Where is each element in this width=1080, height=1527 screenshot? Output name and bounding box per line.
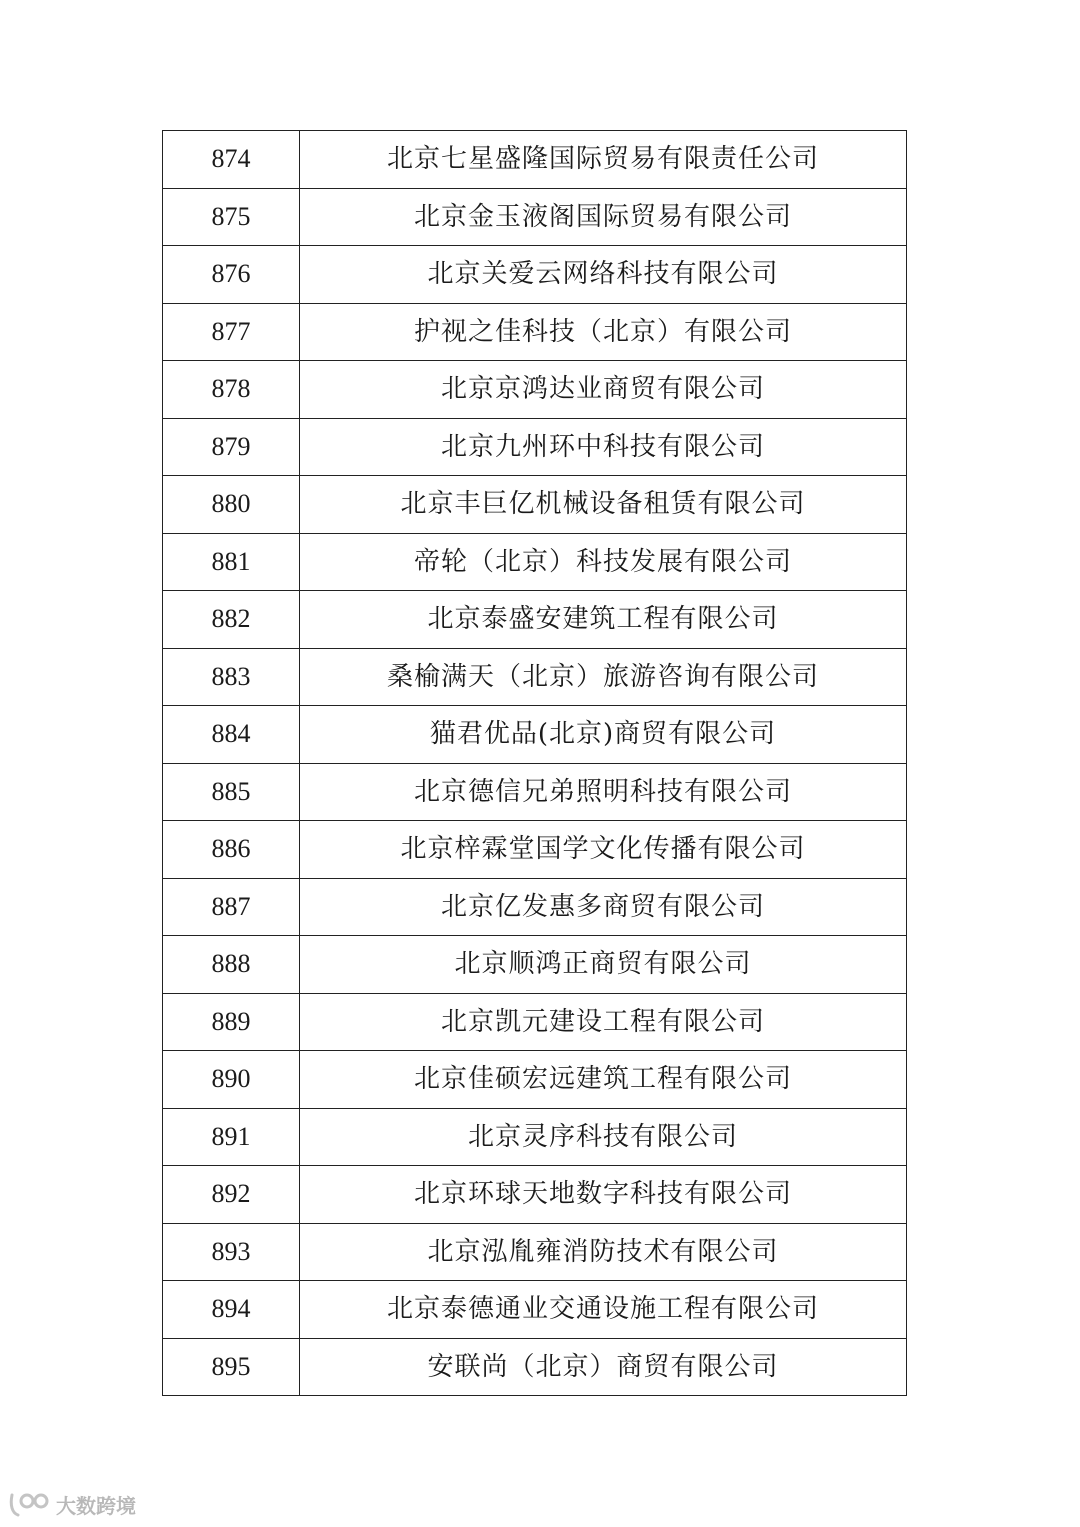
company-name-cell: 北京佳硕宏远建筑工程有限公司 — [300, 1051, 907, 1109]
company-list-body — [163, 131, 907, 1396]
row-number-cell: 878 — [163, 361, 300, 419]
row-number-cell: 892 — [163, 1166, 300, 1224]
table-row — [163, 591, 907, 649]
row-number-cell: 883 — [163, 648, 300, 706]
table-row — [163, 1223, 907, 1281]
table-row — [163, 246, 907, 304]
company-name-cell: 护视之佳科技（北京）有限公司 — [300, 303, 907, 361]
company-name-cell: 北京关爱云网络科技有限公司 — [300, 246, 907, 304]
table-row — [163, 878, 907, 936]
company-name-cell: 安联尚（北京）商贸有限公司 — [300, 1338, 907, 1396]
company-name-cell: 北京顺鸿正商贸有限公司 — [300, 936, 907, 994]
table-row — [163, 763, 907, 821]
row-number-cell: 887 — [163, 878, 300, 936]
watermark — [8, 1490, 136, 1519]
company-name-cell: 帝轮（北京）科技发展有限公司 — [300, 533, 907, 591]
row-number-cell: 875 — [163, 188, 300, 246]
company-name-cell: 猫君优品(北京)商贸有限公司 — [300, 706, 907, 764]
table-row — [163, 131, 907, 189]
row-number-cell: 890 — [163, 1051, 300, 1109]
row-number-cell: 889 — [163, 993, 300, 1051]
row-number-cell: 881 — [163, 533, 300, 591]
table-row — [163, 1166, 907, 1224]
table-row — [163, 1108, 907, 1166]
watermark-text: 大数跨境 — [56, 1494, 136, 1518]
row-number-cell: 888 — [163, 936, 300, 994]
table-row — [163, 993, 907, 1051]
company-name-cell: 北京泰盛安建筑工程有限公司 — [300, 591, 907, 649]
company-name-cell: 北京丰巨亿机械设备租赁有限公司 — [300, 476, 907, 534]
company-name-cell: 北京灵序科技有限公司 — [300, 1108, 907, 1166]
table-row — [163, 188, 907, 246]
table-row — [163, 303, 907, 361]
company-name-cell: 北京泓胤雍消防技术有限公司 — [300, 1223, 907, 1281]
brand-logo-icon — [8, 1491, 52, 1519]
table-row — [163, 418, 907, 476]
company-name-cell: 桑榆满天（北京）旅游咨询有限公司 — [300, 648, 907, 706]
table-row — [163, 1051, 907, 1109]
row-number-cell: 880 — [163, 476, 300, 534]
company-name-cell: 北京金玉液阁国际贸易有限公司 — [300, 188, 907, 246]
table-row — [163, 1281, 907, 1339]
row-number-cell: 893 — [163, 1223, 300, 1281]
company-list-table — [162, 130, 907, 1396]
row-number-cell: 886 — [163, 821, 300, 879]
company-name-cell: 北京京鸿达业商贸有限公司 — [300, 361, 907, 419]
table-row — [163, 1338, 907, 1396]
table-row — [163, 361, 907, 419]
row-number-cell: 877 — [163, 303, 300, 361]
company-name-cell: 北京德信兄弟照明科技有限公司 — [300, 763, 907, 821]
table-row — [163, 533, 907, 591]
company-name-cell: 北京梓霖堂国学文化传播有限公司 — [300, 821, 907, 879]
row-number-cell: 882 — [163, 591, 300, 649]
company-name-cell: 北京七星盛隆国际贸易有限责任公司 — [300, 131, 907, 189]
company-name-cell: 北京凯元建设工程有限公司 — [300, 993, 907, 1051]
table-row — [163, 821, 907, 879]
company-name-cell: 北京泰德通业交通设施工程有限公司 — [300, 1281, 907, 1339]
row-number-cell: 884 — [163, 706, 300, 764]
row-number-cell: 874 — [163, 131, 300, 189]
company-name-cell: 北京亿发惠多商贸有限公司 — [300, 878, 907, 936]
row-number-cell: 891 — [163, 1108, 300, 1166]
table-row — [163, 936, 907, 994]
row-number-cell: 894 — [163, 1281, 300, 1339]
row-number-cell: 885 — [163, 763, 300, 821]
table-row — [163, 648, 907, 706]
table-row — [163, 476, 907, 534]
table-row — [163, 706, 907, 764]
row-number-cell: 879 — [163, 418, 300, 476]
company-name-cell: 北京九州环中科技有限公司 — [300, 418, 907, 476]
row-number-cell: 895 — [163, 1338, 300, 1396]
company-name-cell: 北京环球天地数字科技有限公司 — [300, 1166, 907, 1224]
row-number-cell: 876 — [163, 246, 300, 304]
